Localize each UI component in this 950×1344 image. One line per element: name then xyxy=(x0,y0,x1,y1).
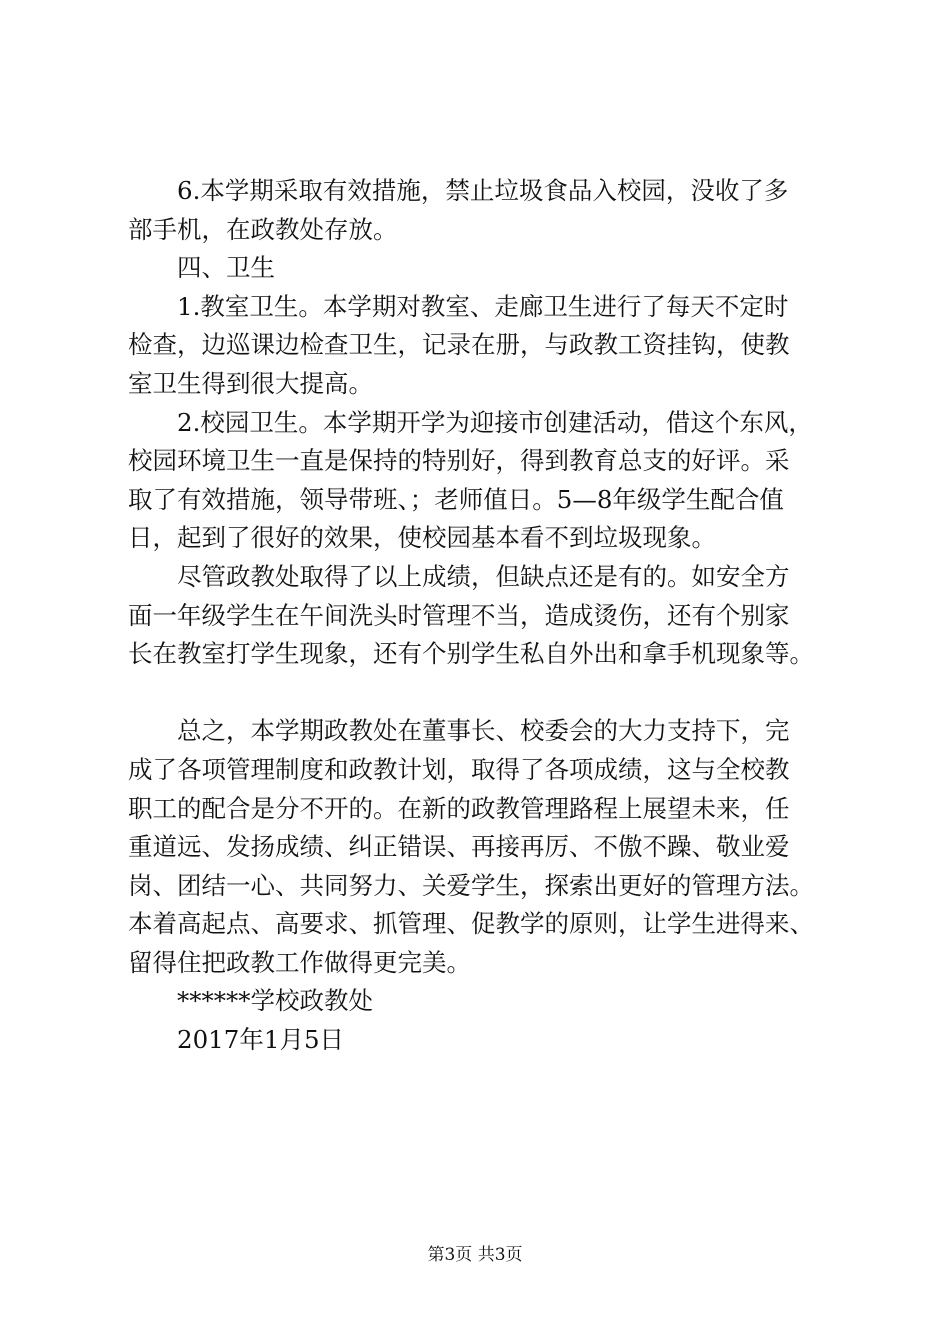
text-line: 留得住把政教工作做得更完美。 xyxy=(128,947,471,977)
text-line: 检查，边巡课边检查卫生，记录在册，与政教工资挂钩，使教 xyxy=(128,330,790,360)
text-line: 2.校园卫生。本学期开学为迎接市创建活动，借这个东风， xyxy=(128,407,813,437)
text-line: 长在教室打学生现象，还有个别学生私自外出和拿手机现象等。 xyxy=(128,639,814,669)
document-body xyxy=(128,172,848,1060)
text-line: 6.本学期采取有效措施，禁止垃圾食品入校园，没收了多 xyxy=(128,176,789,205)
text-line: 成了各项管理制度和政教计划，取得了各项成绩，这与全校教 xyxy=(128,754,790,784)
text-line: 岗、团结一心、共同努力、关爱学生，探索出更好的管理方法。 xyxy=(128,870,814,900)
blank-line xyxy=(128,674,848,713)
text-line: 本着高起点、高要求、抓管理、促教学的原则，让学生进得来、 xyxy=(128,909,814,939)
text-line: 职工的配合是分不开的。在新的政教管理路程上展望未来，任 xyxy=(128,793,790,823)
text-line: 1.教室卫生。本学期对教室、走廊卫生进行了每天不定时 xyxy=(128,291,789,321)
section-heading: 四、卫生 xyxy=(128,253,275,283)
page-number-footer: 第3页 共3页 xyxy=(427,1245,523,1265)
text-line: 面一年级学生在午间洗头时管理不当，造成烫伤，还有个别家 xyxy=(128,600,790,630)
text-line: 部手机，在政教处存放。 xyxy=(128,214,398,244)
signature-organization: ******学校政教处 xyxy=(128,986,373,1016)
text-line: 重道远、发扬成绩、纠正错误、再接再厉、不傲不躁、敬业爱 xyxy=(128,832,790,862)
text-line: 取了有效措施，领导带班、；老师值日。5—8年级学生配合值 xyxy=(128,484,784,514)
signature-date: 2017年1月5日 xyxy=(128,1025,345,1055)
text-line: 总之，本学期政教处在董事长、校委会的大力支持下，完 xyxy=(128,716,790,746)
text-line: 室卫生得到很大提高。 xyxy=(128,368,373,398)
text-line: 尽管政教处取得了以上成绩，但缺点还是有的。如安全方 xyxy=(128,561,790,591)
text-line: 校园环境卫生一直是保持的特别好，得到教育总支的好评。采 xyxy=(128,446,790,476)
text-line: 日，起到了很好的效果，使校园基本看不到垃圾现象。 xyxy=(128,523,716,553)
